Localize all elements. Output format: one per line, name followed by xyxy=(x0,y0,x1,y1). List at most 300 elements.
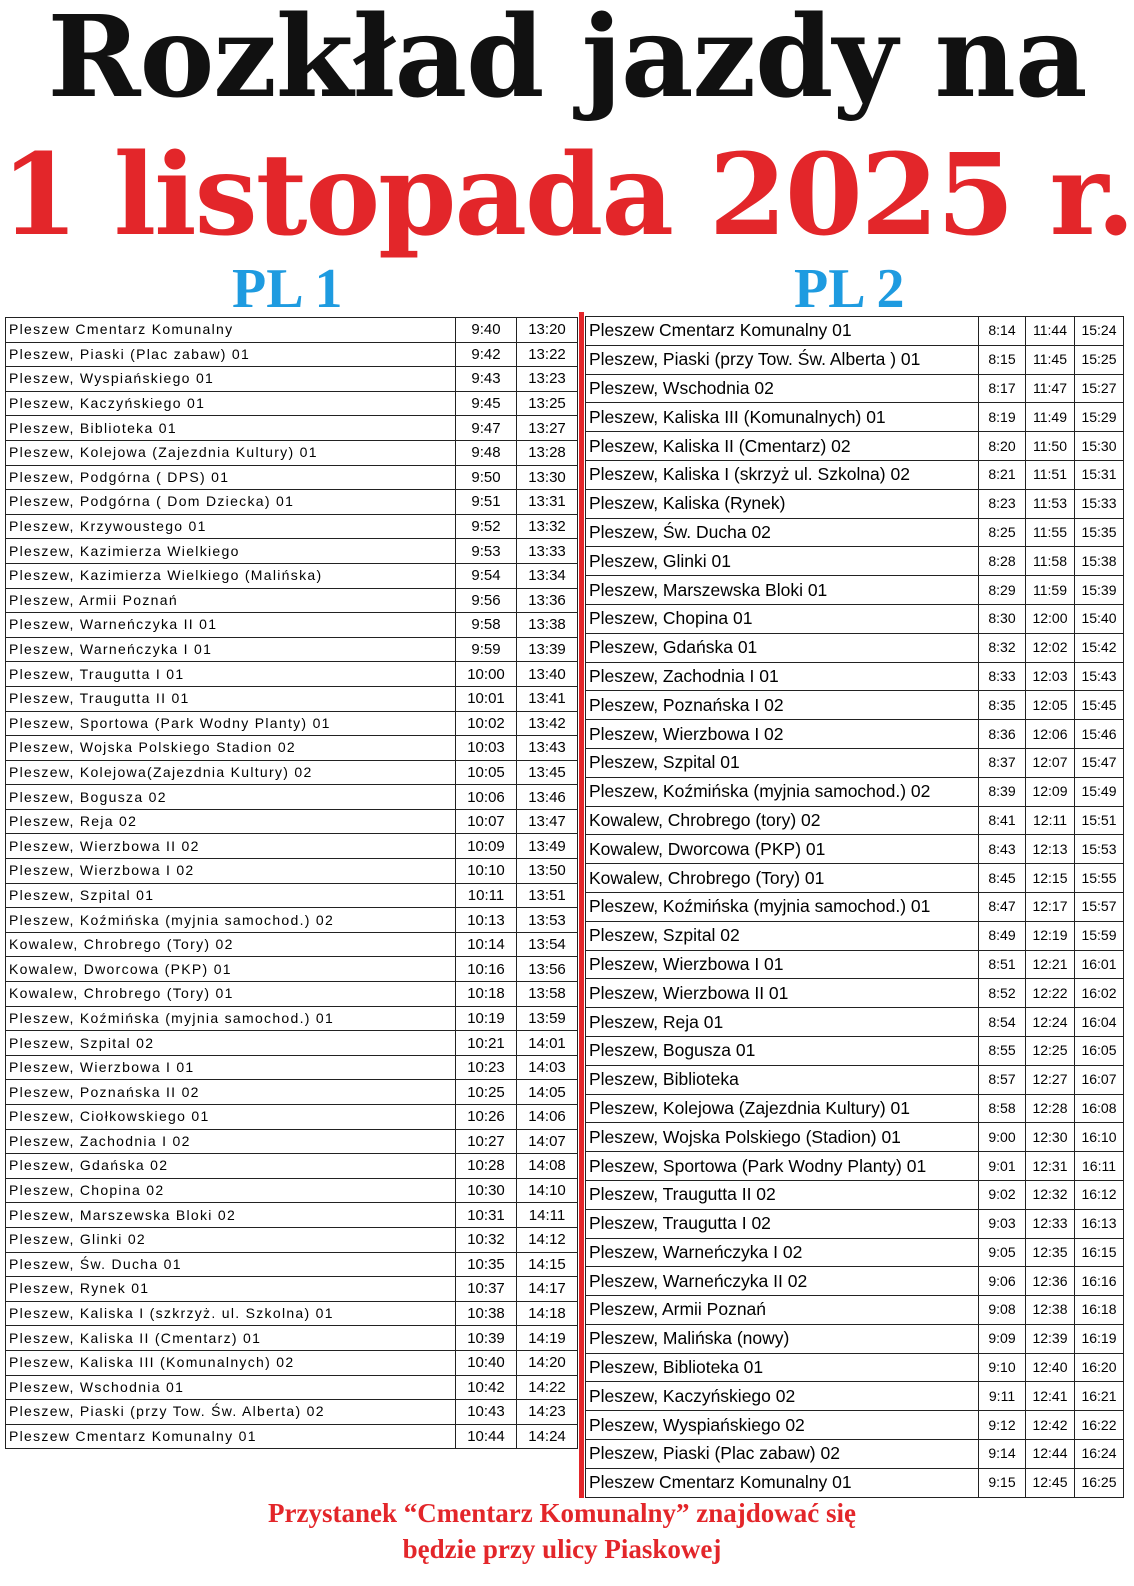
stop-name: Pleszew, Traugutta I 01 xyxy=(6,662,456,687)
departure-time: 13:59 xyxy=(517,1006,578,1031)
stop-name: Pleszew, Piaski (przy Tow. Św. Alberta ) 01 xyxy=(586,345,979,374)
table-row xyxy=(6,1203,578,1228)
departure-time: 12:11 xyxy=(1026,806,1075,835)
table-row xyxy=(6,416,578,441)
departure-time: 12:45 xyxy=(1026,1468,1075,1497)
stop-name: Pleszew, Kaliska III (Komunalnych) 01 xyxy=(586,403,979,432)
departure-time: 10:39 xyxy=(456,1326,517,1351)
departure-time: 11:53 xyxy=(1026,489,1075,518)
departure-time: 9:10 xyxy=(979,1353,1026,1382)
departure-time: 9:01 xyxy=(979,1152,1026,1181)
stop-name: Pleszew, Rynek 01 xyxy=(6,1277,456,1302)
departure-time: 13:32 xyxy=(517,514,578,539)
stop-name: Pleszew, Koźmińska (myjnia samochod.) 02 xyxy=(586,777,979,806)
stop-name: Pleszew, Biblioteka xyxy=(586,1065,979,1094)
stop-name: Pleszew Cmentarz Komunalny 01 xyxy=(586,317,979,346)
departure-time: 13:25 xyxy=(517,391,578,416)
table-row xyxy=(6,318,578,343)
departure-time: 10:16 xyxy=(456,957,517,982)
stop-name: Pleszew, Kaliska III (Komunalnych) 02 xyxy=(6,1350,456,1375)
stop-name: Kowalew, Chrobrego (Tory) 01 xyxy=(6,982,456,1007)
table-row xyxy=(6,957,578,982)
stop-name: Pleszew, Koźmińska (myjnia samochod.) 02 xyxy=(6,908,456,933)
stop-location-note-continued: będzie przy ulicy Piaskowej xyxy=(402,1534,722,1564)
departure-time: 12:39 xyxy=(1026,1324,1075,1353)
departure-time: 12:27 xyxy=(1026,1065,1075,1094)
stop-name: Pleszew, Kazimierza Wielkiego xyxy=(6,539,456,564)
stop-name: Pleszew, Reja 01 xyxy=(586,1008,979,1037)
table-row xyxy=(586,460,1124,489)
stop-name: Pleszew, Chopina 01 xyxy=(586,604,979,633)
table-row xyxy=(6,563,578,588)
departure-time: 10:06 xyxy=(456,785,517,810)
route-pl1-label: PL 1 xyxy=(232,258,343,320)
table-row xyxy=(6,1031,578,1056)
departure-time: 10:14 xyxy=(456,932,517,957)
departure-time: 16:15 xyxy=(1075,1238,1124,1267)
departure-time: 12:07 xyxy=(1026,748,1075,777)
departure-time: 12:35 xyxy=(1026,1238,1075,1267)
departure-time: 10:19 xyxy=(456,1006,517,1031)
departure-time: 8:45 xyxy=(979,864,1026,893)
table-row xyxy=(586,432,1124,461)
table-row xyxy=(6,1006,578,1031)
departure-time: 13:49 xyxy=(517,834,578,859)
departure-time: 14:01 xyxy=(517,1031,578,1056)
table-row xyxy=(586,806,1124,835)
stop-name: Pleszew, Poznańska II 02 xyxy=(6,1080,456,1105)
table-row xyxy=(586,604,1124,633)
departure-time: 10:10 xyxy=(456,859,517,884)
table-row xyxy=(586,345,1124,374)
table-row xyxy=(586,547,1124,576)
departure-time: 10:13 xyxy=(456,908,517,933)
departure-time: 13:54 xyxy=(517,932,578,957)
departure-time: 16:20 xyxy=(1075,1353,1124,1382)
stop-name: Pleszew, Wierzbowa I 02 xyxy=(6,859,456,884)
departure-time: 13:27 xyxy=(517,416,578,441)
departure-time: 9:06 xyxy=(979,1267,1026,1296)
table-row xyxy=(6,514,578,539)
departure-time: 9:48 xyxy=(456,440,517,465)
table-row xyxy=(586,979,1124,1008)
departure-time: 9:09 xyxy=(979,1324,1026,1353)
departure-time: 14:10 xyxy=(517,1178,578,1203)
departure-time: 12:22 xyxy=(1026,979,1075,1008)
departure-time: 10:03 xyxy=(456,736,517,761)
departure-time: 8:51 xyxy=(979,950,1026,979)
departure-time: 9:45 xyxy=(456,391,517,416)
table-row xyxy=(6,1055,578,1080)
departure-time: 8:14 xyxy=(979,317,1026,346)
departure-time: 15:51 xyxy=(1075,806,1124,835)
departure-time: 14:24 xyxy=(517,1424,578,1449)
departure-time: 9:02 xyxy=(979,1180,1026,1209)
table-row xyxy=(586,1440,1124,1469)
departure-time: 12:06 xyxy=(1026,720,1075,749)
stop-name: Pleszew, Poznańska I 02 xyxy=(586,691,979,720)
departure-time: 8:36 xyxy=(979,720,1026,749)
departure-time: 15:27 xyxy=(1075,374,1124,403)
stop-name: Pleszew, Kazimierza Wielkiego (Malińska) xyxy=(6,563,456,588)
departure-time: 14:06 xyxy=(517,1105,578,1130)
departure-time: 14:08 xyxy=(517,1154,578,1179)
departure-time: 10:37 xyxy=(456,1277,517,1302)
stop-name: Kowalew, Chrobrego (tory) 02 xyxy=(586,806,979,835)
route-divider xyxy=(579,312,584,1498)
stop-name: Pleszew, Wojska Polskiego Stadion 02 xyxy=(6,736,456,761)
stop-name: Pleszew, Gdańska 01 xyxy=(586,633,979,662)
departure-time: 16:11 xyxy=(1075,1152,1124,1181)
departure-time: 10:30 xyxy=(456,1178,517,1203)
table-row xyxy=(6,662,578,687)
departure-time: 13:46 xyxy=(517,785,578,810)
departure-time: 12:09 xyxy=(1026,777,1075,806)
stop-name: Pleszew, Malińska (nowy) xyxy=(586,1324,979,1353)
departure-time: 16:02 xyxy=(1075,979,1124,1008)
table-row xyxy=(586,1094,1124,1123)
table-row xyxy=(586,1209,1124,1238)
departure-time: 12:28 xyxy=(1026,1094,1075,1123)
stop-name: Pleszew, Podgórna ( Dom Dziecka) 01 xyxy=(6,490,456,515)
departure-time: 8:28 xyxy=(979,547,1026,576)
stop-name: Pleszew, Koźmińska (myjnia samochod.) 01 xyxy=(6,1006,456,1031)
departure-time: 10:25 xyxy=(456,1080,517,1105)
departure-time: 8:41 xyxy=(979,806,1026,835)
departure-time: 9:40 xyxy=(456,318,517,343)
departure-time: 15:59 xyxy=(1075,921,1124,950)
stop-name: Pleszew, Ciołkowskiego 01 xyxy=(6,1105,456,1130)
stop-name: Pleszew, Kaliska II (Cmentarz) 01 xyxy=(6,1326,456,1351)
stop-name: Pleszew Cmentarz Komunalny 01 xyxy=(586,1468,979,1497)
stop-name: Kowalew, Chrobrego (Tory) 02 xyxy=(6,932,456,957)
departure-time: 14:05 xyxy=(517,1080,578,1105)
table-row xyxy=(586,691,1124,720)
table-row xyxy=(6,637,578,662)
departure-time: 11:59 xyxy=(1026,576,1075,605)
departure-time: 13:47 xyxy=(517,809,578,834)
stop-name: Pleszew, Krzywoustego 01 xyxy=(6,514,456,539)
stop-name: Pleszew, Wschodnia 02 xyxy=(586,374,979,403)
departure-time: 8:32 xyxy=(979,633,1026,662)
departure-time: 11:51 xyxy=(1026,460,1075,489)
departure-time: 13:50 xyxy=(517,859,578,884)
departure-time: 10:02 xyxy=(456,711,517,736)
departure-time: 11:55 xyxy=(1026,518,1075,547)
table-row xyxy=(6,342,578,367)
departure-time: 10:18 xyxy=(456,982,517,1007)
departure-time: 12:42 xyxy=(1026,1411,1075,1440)
departure-time: 15:25 xyxy=(1075,345,1124,374)
stop-name: Pleszew, Wierzbowa I 01 xyxy=(6,1055,456,1080)
departure-time: 8:54 xyxy=(979,1008,1026,1037)
table-row xyxy=(586,1180,1124,1209)
table-row xyxy=(586,1324,1124,1353)
departure-time: 15:24 xyxy=(1075,317,1124,346)
table-row xyxy=(6,686,578,711)
departure-time: 9:50 xyxy=(456,465,517,490)
departure-time: 13:56 xyxy=(517,957,578,982)
stop-name: Pleszew, Biblioteka 01 xyxy=(586,1353,979,1382)
departure-time: 11:44 xyxy=(1026,317,1075,346)
departure-time: 12:02 xyxy=(1026,633,1075,662)
stop-name: Pleszew Cmentarz Komunalny 01 xyxy=(6,1424,456,1449)
table-row xyxy=(6,1277,578,1302)
table-row xyxy=(6,1129,578,1154)
stop-name: Pleszew Cmentarz Komunalny xyxy=(6,318,456,343)
departure-time: 15:31 xyxy=(1075,460,1124,489)
departure-time: 13:40 xyxy=(517,662,578,687)
stop-name: Pleszew, Glinki 01 xyxy=(586,547,979,576)
departure-time: 9:54 xyxy=(456,563,517,588)
departure-time: 10:28 xyxy=(456,1154,517,1179)
departure-time: 14:19 xyxy=(517,1326,578,1351)
departure-time: 16:18 xyxy=(1075,1296,1124,1325)
departure-time: 9:47 xyxy=(456,416,517,441)
departure-time: 8:47 xyxy=(979,892,1026,921)
departure-time: 12:32 xyxy=(1026,1180,1075,1209)
table-row xyxy=(6,883,578,908)
departure-time: 15:38 xyxy=(1075,547,1124,576)
table-row xyxy=(6,1400,578,1425)
table-row xyxy=(6,539,578,564)
stop-name: Pleszew, Kolejowa (Zajezdnia Kultury) 01 xyxy=(6,440,456,465)
table-row xyxy=(6,1178,578,1203)
departure-time: 10:32 xyxy=(456,1227,517,1252)
stop-name: Pleszew, Warneńczyka I 01 xyxy=(6,637,456,662)
departure-time: 9:59 xyxy=(456,637,517,662)
departure-time: 12:40 xyxy=(1026,1353,1075,1382)
departure-time: 16:21 xyxy=(1075,1382,1124,1411)
stop-name: Pleszew, Biblioteka 01 xyxy=(6,416,456,441)
departure-time: 13:34 xyxy=(517,563,578,588)
departure-time: 8:19 xyxy=(979,403,1026,432)
stop-name: Pleszew, Reja 02 xyxy=(6,809,456,834)
departure-time: 12:36 xyxy=(1026,1267,1075,1296)
departure-time: 10:35 xyxy=(456,1252,517,1277)
departure-time: 13:38 xyxy=(517,613,578,638)
departure-time: 13:53 xyxy=(517,908,578,933)
departure-time: 12:03 xyxy=(1026,662,1075,691)
departure-time: 10:01 xyxy=(456,686,517,711)
table-row xyxy=(6,490,578,515)
departure-time: 9:12 xyxy=(979,1411,1026,1440)
stop-name: Pleszew, Kaliska I (skrzyż ul. Szkolna) 02 xyxy=(586,460,979,489)
departure-time: 14:11 xyxy=(517,1203,578,1228)
departure-time: 10:42 xyxy=(456,1375,517,1400)
departure-time: 9:08 xyxy=(979,1296,1026,1325)
table-row xyxy=(6,834,578,859)
table-row xyxy=(6,1080,578,1105)
table-row xyxy=(586,892,1124,921)
departure-time: 8:17 xyxy=(979,374,1026,403)
departure-time: 14:03 xyxy=(517,1055,578,1080)
departure-time: 9:00 xyxy=(979,1123,1026,1152)
departure-time: 16:16 xyxy=(1075,1267,1124,1296)
stop-name: Kowalew, Chrobrego (Tory) 01 xyxy=(586,864,979,893)
stop-name: Pleszew, Podgórna ( DPS) 01 xyxy=(6,465,456,490)
departure-time: 16:04 xyxy=(1075,1008,1124,1037)
table-row xyxy=(6,809,578,834)
departure-time: 9:03 xyxy=(979,1209,1026,1238)
table-row xyxy=(6,711,578,736)
stop-name: Pleszew, Piaski (przy Tow. Św. Alberta) 02 xyxy=(6,1400,456,1425)
stop-name: Pleszew, Traugutta II 01 xyxy=(6,686,456,711)
table-row xyxy=(586,777,1124,806)
stop-name: Pleszew, Sportowa (Park Wodny Planty) 01 xyxy=(586,1152,979,1181)
route-pl2-label: PL 2 xyxy=(794,258,905,320)
stop-name: Pleszew, Szpital 02 xyxy=(586,921,979,950)
departure-time: 13:41 xyxy=(517,686,578,711)
stop-name: Pleszew, Warneńczyka II 01 xyxy=(6,613,456,638)
departure-time: 12:41 xyxy=(1026,1382,1075,1411)
stop-name: Pleszew, Marszewska Bloki 02 xyxy=(6,1203,456,1228)
departure-time: 12:05 xyxy=(1026,691,1075,720)
departure-time: 15:29 xyxy=(1075,403,1124,432)
departure-time: 10:40 xyxy=(456,1350,517,1375)
table-row xyxy=(6,391,578,416)
departure-time: 13:58 xyxy=(517,982,578,1007)
table-row xyxy=(6,1252,578,1277)
table-row xyxy=(6,465,578,490)
departure-time: 10:09 xyxy=(456,834,517,859)
departure-time: 15:45 xyxy=(1075,691,1124,720)
departure-time: 16:07 xyxy=(1075,1065,1124,1094)
departure-time: 12:00 xyxy=(1026,604,1075,633)
departure-time: 8:33 xyxy=(979,662,1026,691)
stop-name: Pleszew, Wierzbowa II 02 xyxy=(6,834,456,859)
departure-time: 12:44 xyxy=(1026,1440,1075,1469)
stop-location-note: Przystanek “Cmentarz Komunalny” znajdować się xyxy=(268,1498,856,1528)
departure-time: 14:17 xyxy=(517,1277,578,1302)
departure-time: 12:33 xyxy=(1026,1209,1075,1238)
table-row xyxy=(586,518,1124,547)
departure-time: 11:58 xyxy=(1026,547,1075,576)
stop-name: Pleszew, Szpital 01 xyxy=(6,883,456,908)
table-row xyxy=(6,588,578,613)
page-title: Rozkład jazdy na xyxy=(47,0,1087,123)
departure-time: 13:36 xyxy=(517,588,578,613)
departure-time: 15:47 xyxy=(1075,748,1124,777)
table-row xyxy=(586,835,1124,864)
departure-time: 10:23 xyxy=(456,1055,517,1080)
departure-time: 15:42 xyxy=(1075,633,1124,662)
departure-time: 10:43 xyxy=(456,1400,517,1425)
table-row xyxy=(6,1326,578,1351)
departure-time: 11:47 xyxy=(1026,374,1075,403)
departure-time: 10:31 xyxy=(456,1203,517,1228)
stop-name: Pleszew, Warneńczyka I 02 xyxy=(586,1238,979,1267)
departure-time: 15:33 xyxy=(1075,489,1124,518)
table-row xyxy=(6,613,578,638)
stop-name: Pleszew, Glinki 02 xyxy=(6,1227,456,1252)
table-row xyxy=(586,1382,1124,1411)
departure-time: 16:13 xyxy=(1075,1209,1124,1238)
stop-name: Pleszew, Wschodnia 01 xyxy=(6,1375,456,1400)
departure-time: 14:20 xyxy=(517,1350,578,1375)
departure-time: 8:35 xyxy=(979,691,1026,720)
departure-time: 12:17 xyxy=(1026,892,1075,921)
table-row xyxy=(586,1353,1124,1382)
stop-name: Pleszew, Kolejowa(Zajezdnia Kultury) 02 xyxy=(6,760,456,785)
departure-time: 8:15 xyxy=(979,345,1026,374)
departure-time: 13:30 xyxy=(517,465,578,490)
departure-time: 10:11 xyxy=(456,883,517,908)
stop-name: Pleszew, Bogusza 02 xyxy=(6,785,456,810)
departure-time: 10:26 xyxy=(456,1105,517,1130)
table-row xyxy=(6,1227,578,1252)
departure-time: 13:33 xyxy=(517,539,578,564)
stop-name: Pleszew, Kaliska I (szkrzyż. ul. Szkolna) 01 xyxy=(6,1301,456,1326)
departure-time: 13:22 xyxy=(517,342,578,367)
departure-time: 13:51 xyxy=(517,883,578,908)
departure-time: 14:18 xyxy=(517,1301,578,1326)
stop-name: Pleszew, Bogusza 01 xyxy=(586,1036,979,1065)
departure-time: 15:46 xyxy=(1075,720,1124,749)
table-row xyxy=(586,662,1124,691)
table-row xyxy=(586,403,1124,432)
departure-time: 9:42 xyxy=(456,342,517,367)
departure-time: 16:01 xyxy=(1075,950,1124,979)
table-row xyxy=(586,1036,1124,1065)
departure-time: 9:43 xyxy=(456,367,517,392)
departure-time: 11:50 xyxy=(1026,432,1075,461)
departure-time: 11:45 xyxy=(1026,345,1075,374)
departure-time: 9:52 xyxy=(456,514,517,539)
departure-time: 13:42 xyxy=(517,711,578,736)
stop-name: Pleszew, Zachodnia I 01 xyxy=(586,662,979,691)
stop-name: Pleszew, Sportowa (Park Wodny Planty) 01 xyxy=(6,711,456,736)
stop-name: Pleszew, Św. Ducha 01 xyxy=(6,1252,456,1277)
table-row xyxy=(6,932,578,957)
table-row xyxy=(586,374,1124,403)
departure-time: 15:53 xyxy=(1075,835,1124,864)
departure-time: 10:27 xyxy=(456,1129,517,1154)
stop-name: Pleszew, Wyspiańskiego 01 xyxy=(6,367,456,392)
stop-name: Pleszew, Piaski (Plac zabaw) 02 xyxy=(586,1440,979,1469)
stop-name: Pleszew, Wierzbowa II 01 xyxy=(586,979,979,1008)
departure-time: 14:15 xyxy=(517,1252,578,1277)
stop-name: Pleszew, Gdańska 02 xyxy=(6,1154,456,1179)
departure-time: 9:05 xyxy=(979,1238,1026,1267)
table-row xyxy=(586,1267,1124,1296)
table-row xyxy=(586,864,1124,893)
stop-name: Pleszew, Kaliska (Rynek) xyxy=(586,489,979,518)
stop-name: Pleszew, Zachodnia I 02 xyxy=(6,1129,456,1154)
departure-time: 13:43 xyxy=(517,736,578,761)
departure-time: 8:52 xyxy=(979,979,1026,1008)
table-row xyxy=(6,760,578,785)
table-row xyxy=(586,1411,1124,1440)
stop-name: Pleszew, Armii Poznań xyxy=(6,588,456,613)
page-date: 1 listopada 2025 r. xyxy=(0,130,1134,261)
departure-time: 10:38 xyxy=(456,1301,517,1326)
departure-time: 16:25 xyxy=(1075,1468,1124,1497)
table-row xyxy=(6,1350,578,1375)
departure-time: 15:30 xyxy=(1075,432,1124,461)
table-row xyxy=(586,1152,1124,1181)
table-row xyxy=(586,921,1124,950)
stop-name: Kowalew, Dworcowa (PKP) 01 xyxy=(586,835,979,864)
timetable-pl2 xyxy=(585,316,1124,1498)
table-row xyxy=(586,1238,1124,1267)
table-row xyxy=(6,982,578,1007)
departure-time: 9:51 xyxy=(456,490,517,515)
departure-time: 16:08 xyxy=(1075,1094,1124,1123)
departure-time: 16:22 xyxy=(1075,1411,1124,1440)
table-row xyxy=(586,720,1124,749)
table-row xyxy=(586,1065,1124,1094)
